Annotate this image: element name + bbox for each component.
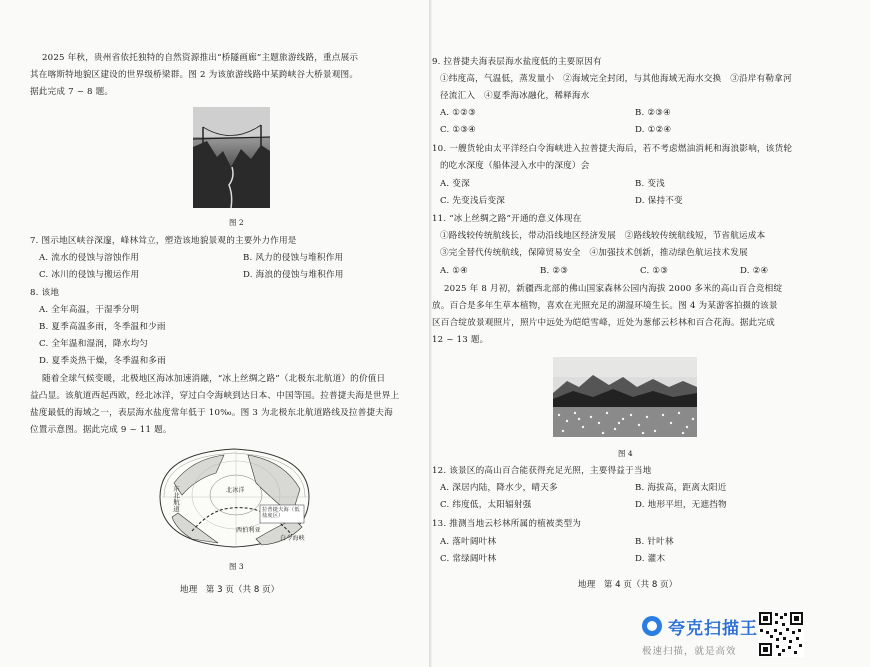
map-label-laptev-sea: 拉普捷夫海（低盐度区） (262, 507, 300, 519)
map-label-route: 东北航道 (172, 485, 180, 512)
question-8-stem: 8. 该地 (30, 288, 60, 298)
map-label-bering-strait: 白令海峡 (280, 535, 305, 542)
q11-statements-1: ①路线较传统航线长，带动沿线地区经济发展 ②路线较传统航线短，节省航运成本 (440, 231, 766, 241)
q8-option-d: D. 夏季炎热干燥，冬季温和多雨 (39, 356, 166, 366)
q9-option-a: A. ①②③ (440, 108, 476, 118)
passage-intro3-line: 放。百合是多年生草本植物，喜欢在光照充足的湖湿环境生长。图 4 为某游客拍摄的该景 (432, 301, 778, 311)
q12-option-a: A. 深居内陆，降水少，晴天多 (440, 483, 558, 493)
q10-option-a: A. 变深 (440, 179, 470, 189)
question-10-stem-cont: 的吃水深度（船体浸入水中的深度）会 (440, 161, 590, 171)
q13-option-a: A. 落叶阔叶林 (440, 537, 497, 547)
q12-option-d: D. 地形平坦，无遮挡物 (635, 500, 727, 510)
q12-option-c: C. 纬度低，太阳辐射强 (440, 500, 532, 510)
q13-option-d: D. 灌木 (635, 554, 666, 564)
q8-option-a: A. 全年高温，干湿季分明 (39, 305, 140, 315)
passage-intro2-line: 益凸显。该航道西起西欧，经北冰洋，穿过白令海峡到达日本、中国等国。拉普捷夫海是世界上 (30, 391, 400, 401)
question-10-stem: 10. 一艘货轮由太平洋经白令海峡进入拉普捷夫海后，若不考虑燃油消耗和海浪影响，该货轮 (432, 144, 793, 154)
passage-intro-line: 2025 年秋，贵州省依托独特的自然资源推出“桥隧画廊”主题旅游线路，重点展示 (42, 53, 359, 63)
figure-3-caption: 图 3 (229, 562, 244, 571)
passage-intro2-line: 随着全球气候变暖，北极地区海冰加速消融，“冰上丝绸之路”（北极东北航道）的价值日 (42, 374, 386, 384)
question-7-stem: 7. 图示地区峡谷深邃，峰林耸立，塑造该地貌景观的主要外力作用是 (30, 236, 297, 246)
bridge-photo (193, 107, 270, 208)
lily-meadow-photo (553, 357, 697, 437)
figure-2-caption: 图 2 (229, 218, 244, 227)
page-footer: 地理 第 4 页（共 8 页） (578, 580, 678, 590)
q7-option-b: B. 风力的侵蚀与堆积作用 (243, 253, 344, 263)
q9-option-c: C. ①③④ (440, 125, 477, 135)
q9-option-b: B. ②③④ (635, 108, 672, 118)
q9-option-d: D. ①②④ (635, 125, 672, 135)
q10-option-b: B. 变浅 (635, 179, 665, 189)
q10-option-c: C. 先变浅后变深 (440, 196, 506, 206)
q7-option-d: D. 海浪的侵蚀与堆积作用 (243, 270, 344, 280)
passage-intro2-line: 盐度最低的海域之一，表层海水盐度常年低于 10‰。图 3 为北极东北航道路线及拉普捷夫海 (30, 408, 393, 418)
passage-intro3-line: 12 ~ 13 题。 (432, 335, 489, 345)
scanner-watermark-slogan: 极速扫描，就是高效 (642, 646, 737, 657)
lily-mountain-image (553, 357, 697, 437)
q11-option-b: B. ②③ (540, 266, 569, 276)
scanner-watermark-name: 夸克扫描王 (668, 619, 758, 639)
q11-option-d: D. ②④ (740, 266, 769, 276)
passage-intro2-line: 位置示意图。据此完成 9 ~ 11 题。 (30, 425, 172, 435)
exam-page-4 (432, 0, 870, 667)
q11-option-a: A. ①④ (440, 266, 469, 276)
figure-4-caption: 图 4 (618, 449, 633, 458)
passage-intro-line: 其在喀斯特地貌区建设的世界级桥梁群。图 2 为该旅游线路中某跨峡谷大桥景观图。 (30, 70, 359, 80)
page-footer: 地理 第 3 页（共 8 页） (180, 585, 280, 595)
q9-statements: ①纬度高，气温低，蒸发量小 ②海域完全封闭，与其他海域无海水交换 ③沿岸有勒拿河 (440, 74, 792, 84)
q13-option-b: B. 针叶林 (635, 537, 674, 547)
q8-option-c: C. 全年温和湿润，降水均匀 (39, 339, 149, 349)
passage-intro3-line: 区百合绽放景观照片，照片中远处为皑皑雪峰，近处为葱郁云杉林和百合花海。据此完成 (432, 318, 775, 328)
exam-page-3 (0, 0, 432, 667)
q7-option-c: C. 冰川的侵蚀与搬运作用 (39, 270, 140, 280)
question-11-stem: 11. “冰上丝绸之路”开通的意义体现在 (432, 214, 582, 224)
map-label-arctic-ocean: 北冰洋 (226, 487, 245, 494)
qr-code-pattern (758, 611, 804, 657)
question-12-stem: 12. 该景区的高山百合能获得充足光照，主要得益于当地 (432, 466, 652, 476)
q9-statements-cont: 径流汇入 ④夏季海冰融化，稀释海水 (440, 91, 590, 101)
q10-option-d: D. 保持不变 (635, 196, 683, 206)
qr-code-icon[interactable] (758, 611, 804, 657)
q8-option-b: B. 夏季高温多雨，冬季温和少雨 (39, 322, 166, 332)
passage-intro3-line: 2025 年 8 月初，新疆西北部的佛山国家森林公园内海拔 2000 多米的高山百合竞相绽 (444, 284, 783, 294)
map-label-siberia: 西伯利亚 (236, 527, 261, 534)
q7-option-a: A. 流水的侵蚀与溶蚀作用 (39, 253, 140, 263)
question-9-stem: 9. 拉普捷夫海表层海水盐度低的主要原因有 (432, 57, 602, 67)
passage-intro-line: 据此完成 7 ~ 8 题。 (30, 87, 114, 97)
q11-statements-2: ③完全替代传统航线，保障贸易安全 ④加强技术创新，推动绿色航运技术发展 (440, 248, 748, 258)
question-13-stem: 13. 推测当地云杉林所属的植被类型为 (432, 519, 582, 529)
bridge-canyon-image (193, 107, 270, 208)
q12-option-b: B. 海拔高，距离太阳近 (635, 483, 727, 493)
arctic-route-map (152, 443, 317, 551)
q11-option-c: C. ①③ (640, 266, 669, 276)
scanner-logo-icon (642, 616, 662, 636)
q13-option-c: C. 常绿阔叶林 (440, 554, 497, 564)
